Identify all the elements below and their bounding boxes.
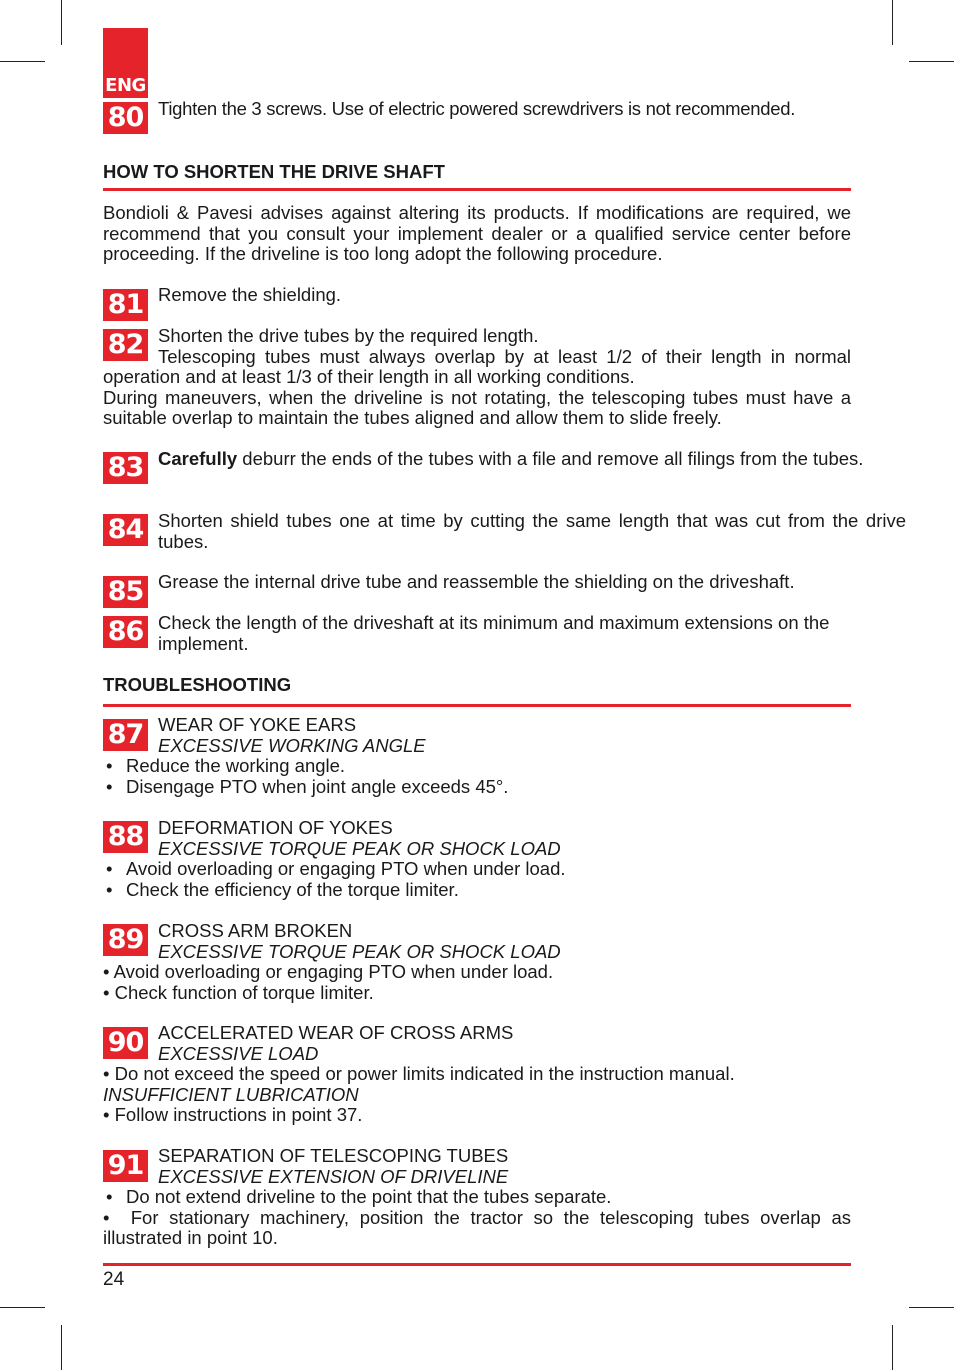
step-text: Remove the shielding. [158, 284, 342, 305]
fault-title: WEAR OF YOKE EARS [158, 714, 357, 735]
bullet: • [103, 1206, 131, 1228]
remedy-item: • Avoid overloading or engaging PTO when under load. [103, 961, 554, 983]
crop-mark [892, 1325, 893, 1370]
step-number: 81 [103, 289, 148, 321]
step-text [103, 449, 906, 470]
crop-mark [909, 1307, 954, 1308]
fault-title: ACCELERATED WEAR OF CROSS ARMS [158, 1022, 514, 1043]
remedy-item: • Do not exceed the speed or power limits indicated in the instruction manual. [103, 1063, 735, 1085]
trouble-item [103, 715, 851, 797]
step-line: Shorten the drive tubes by the required length. [158, 325, 539, 346]
step-number: 90 [103, 1027, 148, 1059]
step-number: 89 [103, 924, 148, 956]
fault-title: CROSS ARM BROKEN [158, 920, 353, 941]
footer-rule [103, 1263, 851, 1266]
crop-mark [61, 1325, 62, 1370]
fault-cause: EXCESSIVE EXTENSION OF DRIVELINE [158, 1165, 509, 1187]
step-number: 91 [103, 1150, 148, 1182]
crop-mark [909, 61, 954, 62]
section-heading: HOW TO SHORTEN THE DRIVE SHAFT [103, 161, 445, 182]
trouble-item [103, 921, 851, 1003]
crop-mark [892, 0, 893, 45]
intro-paragraph: Bondioli & Pavesi advises against altering its products. If modifications are required, we recommend that you consult your implement dealer or a qualified service center before proceeding. If the driveline is too long adopt the following procedure. [103, 202, 851, 265]
step-number: 80 [103, 102, 148, 134]
step-number: 88 [103, 821, 148, 853]
step-number: 85 [103, 576, 148, 608]
step-body: deburr the ends of the tubes with a file and remove all filings from the tubes. [237, 448, 864, 469]
step-number: 82 [103, 329, 148, 361]
language-tab: ENG [103, 28, 148, 98]
remedy-item: • Avoid overloading or engaging PTO when under load. [103, 859, 851, 880]
fault-cause: EXCESSIVE LOAD [158, 1042, 319, 1064]
crop-mark [0, 1307, 45, 1308]
step-line: Telescoping tubes must always overlap by at least 1/2 of their length in normal operation and at least 1/3 of their length in all working conditions. [103, 345, 851, 388]
remedy-text: For stationary machinery, position the tractor so the telescoping tubes overlap as illustrated in point 10. [103, 1206, 851, 1249]
remedy-item: • Reduce the working angle. [103, 756, 851, 777]
step-text: Check the length of the driveshaft at its minimum and maximum extensions on the implement. [158, 612, 830, 654]
remedy-item: • Disengage PTO when joint angle exceeds 45°. [103, 777, 851, 798]
fault-cause: INSUFFICIENT LUBRICATION [103, 1083, 359, 1105]
step-text: Shorten shield tubes one at time by cutting the same length that was cut from the drive tubes. [158, 510, 906, 552]
section-rule [103, 188, 851, 191]
crop-mark [61, 0, 62, 45]
fault-title: SEPARATION OF TELESCOPING TUBES [158, 1145, 509, 1166]
remedy-item: • Check the efficiency of the torque limiter. [103, 880, 851, 901]
trouble-item [103, 1023, 851, 1126]
section-heading: TROUBLESHOOTING [103, 674, 292, 695]
fault-cause: EXCESSIVE TORQUE PEAK OR SHOCK LOAD [158, 940, 561, 962]
trouble-item [103, 818, 851, 900]
remedy-item: • Follow instructions in point 37. [103, 1104, 363, 1126]
step-number: 87 [103, 719, 148, 751]
fault-cause: EXCESSIVE TORQUE PEAK OR SHOCK LOAD [158, 837, 561, 859]
remedy-item: • Check function of torque limiter. [103, 981, 374, 1003]
emphasis: Carefully [158, 448, 238, 469]
section-rule [103, 704, 851, 707]
step-number: 84 [103, 514, 148, 546]
step-number: 83 [103, 452, 148, 484]
fault-title: DEFORMATION OF YOKES [158, 817, 393, 838]
trouble-item [103, 1146, 851, 1249]
crop-mark [0, 61, 45, 62]
step-82-text [103, 326, 851, 429]
step-line: During maneuvers, when the driveline is not rotating, the telescoping tubes must have a suitable overlap to maintain the tubes aligned and allow them to slide freely. [103, 386, 851, 429]
page-number: 24 [103, 1269, 125, 1290]
step-number: 86 [103, 616, 148, 648]
remedy-item: • Do not extend driveline to the point that the tubes separate. [103, 1187, 851, 1208]
step-text: Grease the internal drive tube and reassemble the shielding on the driveshaft. [158, 571, 795, 592]
fault-cause: EXCESSIVE WORKING ANGLE [158, 734, 426, 756]
step-text: Tighten the 3 screws. Use of electric powered screwdrivers is not recommended. [158, 98, 796, 119]
remedy-item [103, 1208, 851, 1249]
